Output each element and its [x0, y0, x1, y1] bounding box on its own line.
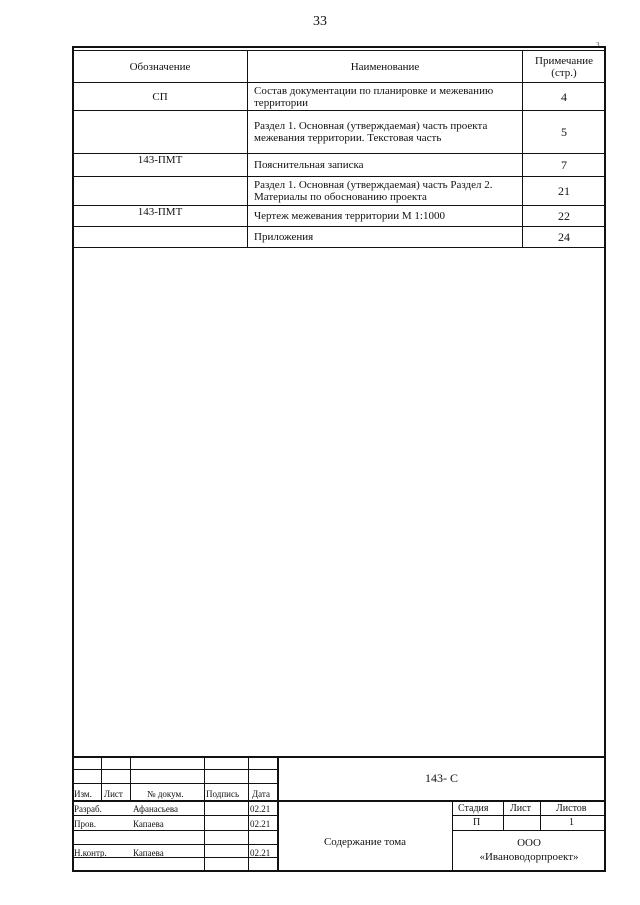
row-designation: 143-ПМТ [73, 154, 248, 177]
row-designation [73, 111, 248, 154]
header-designation: Обозначение [73, 51, 248, 83]
row-designation: 143-ПМТ [73, 206, 248, 227]
checker-name: Капаева [133, 819, 164, 829]
row-page: 5 [523, 111, 606, 154]
corner-mark: 3 [596, 41, 600, 49]
contents-row [73, 83, 606, 111]
row-page: 24 [523, 227, 606, 248]
norm-control-name: Капаева [133, 848, 164, 858]
sheets-header: Листов [556, 803, 587, 814]
document-code: 143- С [425, 771, 458, 785]
doc-no-header: № докум. [147, 789, 184, 799]
row-name: Чертеж межевания территории М 1:1000 [248, 206, 523, 227]
org-line-2: «Ивановодорпроект» [479, 851, 579, 863]
contents-row [73, 111, 606, 154]
norm-control-date: 02.21 [250, 848, 271, 858]
organization-name [452, 836, 606, 864]
role-norm-control: Н.контр. [74, 848, 107, 858]
row-page: 7 [523, 154, 606, 177]
developer-name: Афанасьева [133, 804, 179, 814]
row-page: 22 [523, 206, 606, 227]
izm-header: Изм. [74, 789, 92, 799]
contents-header-row [73, 51, 606, 83]
row-designation [73, 227, 248, 248]
list-header: Лист [104, 789, 123, 799]
header-name: Наименование [248, 51, 523, 83]
row-name: Раздел 1. Основная (утверждаемая) часть проекта межевания территории. Текстовая часть [248, 111, 523, 154]
stage-value: П [473, 817, 481, 828]
developer-date: 02.21 [250, 804, 271, 814]
document-title: Содержание тома [323, 836, 407, 848]
row-name: Пояснительная записка [248, 154, 523, 177]
title-block [72, 756, 606, 872]
role-checker: Пров. [74, 819, 96, 829]
contents-table [72, 50, 606, 248]
org-line-1: ООО [517, 837, 541, 849]
page-number: 33 [313, 14, 327, 29]
row-designation: СП [73, 83, 248, 111]
row-page: 4 [523, 83, 606, 111]
contents-row [73, 154, 606, 177]
contents-row [73, 177, 606, 206]
row-name: Раздел 1. Основная (утверждаемая) часть Раздел 2. Материалы по обоснованию проекта [248, 177, 523, 206]
date-header: Дата [252, 789, 270, 799]
role-developer: Разраб. [74, 804, 102, 814]
row-page: 21 [523, 177, 606, 206]
row-designation [73, 177, 248, 206]
contents-row [73, 206, 606, 227]
sheet-header: Лист [510, 803, 531, 814]
row-name: Приложения [248, 227, 523, 248]
signature-header: Подпись [206, 789, 240, 799]
stage-header: Стадия [458, 803, 489, 814]
sheets-total: 1 [569, 817, 574, 828]
contents-row [73, 227, 606, 248]
checker-date: 02.21 [250, 819, 271, 829]
header-note: Примечание (стр.) [523, 51, 606, 83]
row-name: Состав документации по планировке и межеванию территории [248, 83, 523, 111]
